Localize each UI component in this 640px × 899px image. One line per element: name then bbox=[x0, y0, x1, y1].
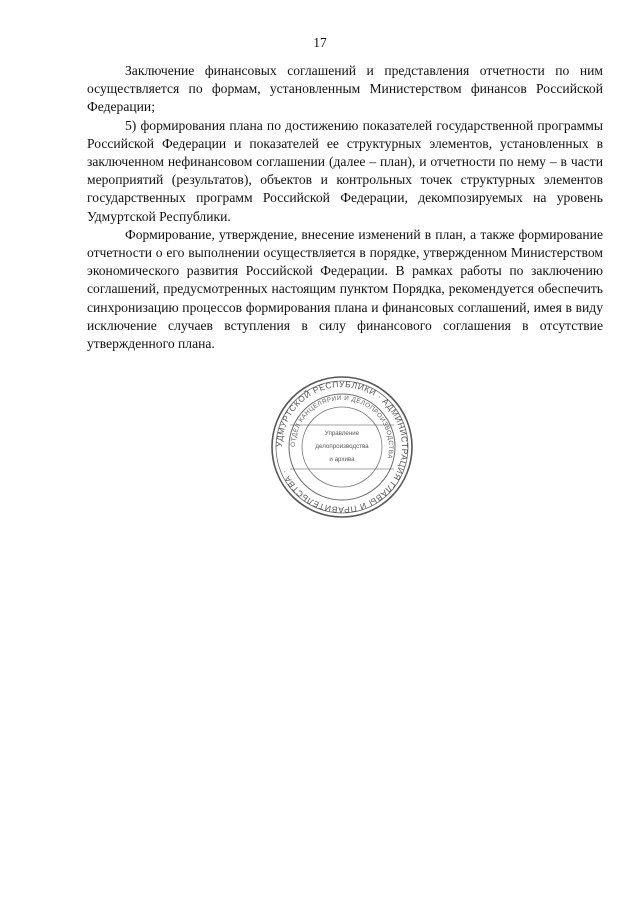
paragraph-item-5: 5) формирования плана по достижению показателей государственной программы Российской Федерации и показателей ее структурных элементов, установленных в заключенном нефинансовом соглашении (далее – план), и отчетности по нему – в части мероприятий (результатов), объектов и контрольных точек структурных элементов государственных программ Российской Федерации, декомпозируемых на уровень Удмуртской Республики. bbox=[87, 117, 603, 224]
svg-text:Управление: Управление bbox=[324, 430, 360, 437]
svg-text:делопроизводства: делопроизводства bbox=[315, 443, 369, 450]
svg-text:ОТДЕЛ КАНЦЕЛЯРИИ И ДЕЛОПРОИЗВО: ОТДЕЛ КАНЦЕЛЯРИИ И ДЕЛОПРОИЗВОДСТВА bbox=[289, 394, 395, 460]
document-body bbox=[87, 62, 603, 353]
paragraph-plan-formation: Формирование, утверждение, внесение изменений в план, а также формирование отчетности о его выполнении осуществляется в порядке, утвержденном Министерством экономического развития Российской Федерации. В рамках работы по заключению соглашений, предусмотренных настоящим пунктом Порядка, рекомендуется обеспечить синхронизацию процессов формирования плана и финансовых соглашений, имея в виду исключение случаев вступления в силу финансового соглашения в отсутствие утвержденного плана. bbox=[87, 226, 603, 352]
seal-graphic bbox=[268, 373, 416, 521]
official-seal bbox=[268, 373, 416, 521]
svg-text:УДМУРТСКОЙ РЕСПУБЛИКИ · АДМИНИ: УДМУРТСКОЙ РЕСПУБЛИКИ · АДМИНИСТРАЦИЯ ГЛАВЫ И ПРАВИТЕЛЬСТВА · bbox=[273, 378, 411, 516]
paragraph-agreements: Заключение финансовых соглашений и представления отчетности по ним осуществляется по формам, установленным Министерством финансов Российской Федерации; bbox=[87, 63, 603, 115]
svg-text:и архива: и архива bbox=[329, 456, 355, 463]
page-number: 17 bbox=[313, 35, 327, 50]
